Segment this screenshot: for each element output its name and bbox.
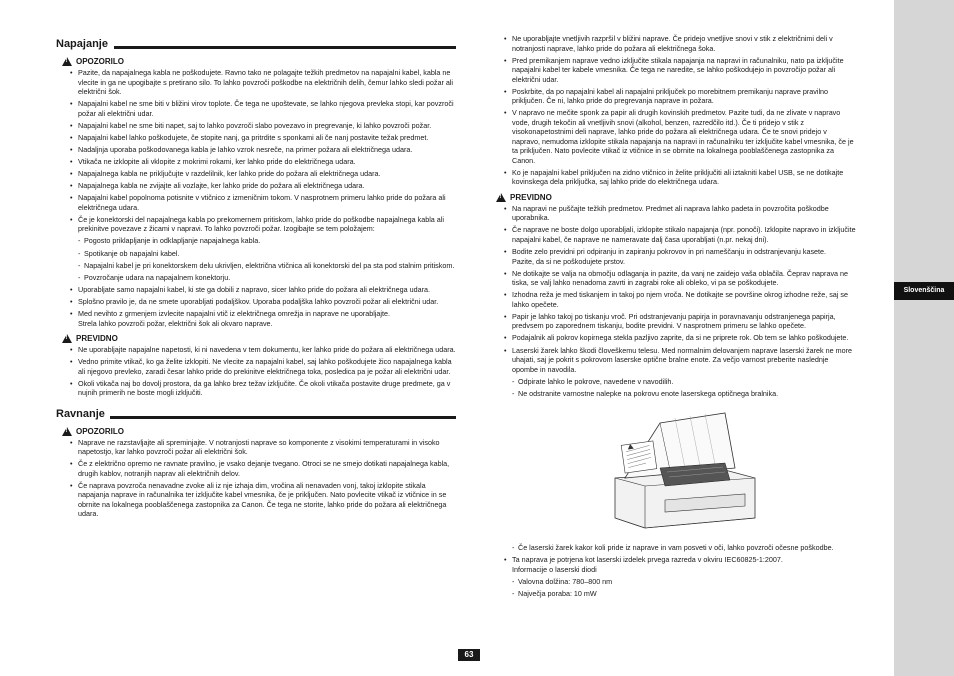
list-item: • Podajalnik ali pokrov kopirnega stekla pazljivo zaprite, da si ne priprete rok. Ob tem se lahko poškodujete. (490, 333, 856, 343)
list-item: • Napajalni kabel ne sme biti napet, saj to lahko povzroči slabo povezavo in pregrevanje, ki lahko povzroči požar. (56, 121, 456, 131)
list-item: • Poskrbite, da po napajalni kabel ali napajalni priključek po morebitnem premikanju naprave pravilno priključen. Če ni, lahko pride do pregrevanja naprave in požara. (490, 87, 856, 106)
list-item: • Uporabljate samo napajalni kabel, ki ste ga dobili z napravo, sicer lahko pride do požara ali električnega udara. (56, 285, 456, 295)
list-item (56, 309, 456, 328)
caution-heading: ! PREVIDNO (496, 193, 856, 202)
list-item: • Ne uporabljajte napajalne napetosti, ki ni navedena v tem dokumentu, ker lahko pride do požara ali električnega udara. (56, 345, 456, 355)
right-column (490, 34, 856, 601)
left-column (56, 30, 456, 521)
list-item: • Papir je lahko takoj po tiskanju vroč. Pri odstranjevanju papirja in poravnavanju odstranjenega papirja, predvsem po zaporednem tiskanju, bodite previdni. V nasprotnem primeru se lahko opečete. (490, 312, 856, 331)
list-item: • Laserski žarek lahko škodi človeškemu telesu. Med normalnim delovanjem naprave laserski žarek ne more uhajati, saj je pokrit s pokrovom laserske optične bralne enote. Za večjo varnost preberite naslednje opombe in navodila. (490, 346, 856, 375)
sub-list-item: - Spotikanje ob napajalni kabel. (56, 249, 456, 259)
sub-list-item: - Pogosto priklapljanje in odklapljanje napajalnega kabla. (56, 236, 456, 246)
warning-list (56, 438, 456, 519)
line: Informacije o laserski diodi (512, 564, 597, 574)
warning-heading: ! OPOZORILO (62, 427, 456, 436)
section-title-napajanje: Napajanje (56, 38, 456, 50)
list-item: • Če z električno opremo ne ravnate pravilno, je vsako dejanje tvegano. Otroci se ne smejo dotikati napajalnega kabla, drugih kablov, notranjih naprav ali električnih delov. (56, 459, 456, 478)
list-item: • Če naprave ne boste dolgo uporabljali, izklopite stikalo napajanja (npr. ponoči). Izklopite napravo in izključite napajalni kabel, če naprave ne nameravate dalj časa uporabljati (n.pr. nekaj dni). (490, 225, 856, 244)
warning-list (56, 68, 456, 328)
list-item: • Ne dotikajte se valja na območju odlaganja in pazite, da vanj ne zaidejo vaša oblačila. Čeprav naprava ne tiska, se valj lahko nenadoma zavrti in zagrabi roke ali obleko, vi pa se poškodujete. (490, 269, 856, 288)
section-rule (110, 416, 456, 419)
list-item: • Okoli vtikača naj bo dovolj prostora, da ga lahko brez težav izključite. Če okoli vtikača postavite druge predmete, ga v nujnih primerih ne boste mogli izključiti. (56, 379, 456, 398)
list-item: • Pred premikanjem naprave vedno izključite stikala napajanja na napravi in računalniku, nato pa izključite napajalni kabel ter kabele vmesnika. Če tega ne naredite, se lahko poškodujejo in povzročijo požar ali električni udar. (490, 56, 856, 85)
sub-list-item: - Največja poraba: 10 mW (490, 589, 856, 599)
language-tab: Slovenščina (894, 282, 954, 300)
list-item (490, 247, 856, 266)
warning-icon (62, 57, 72, 66)
list-item: • Napajalni kabel ne sme biti v bližini virov toplote. Če tega ne upoštevate, se lahko njegova prevleka stopi, kar povzroči požar ali električni udar. (56, 99, 456, 118)
printer-illustration (605, 408, 765, 533)
list-item: • Vtikača ne izklopite ali vklopite z mokrimi rokami, ker lahko pride do električnega udara. (56, 157, 456, 167)
line: • Med nevihto z grmenjem izvlecite napajalni vtič iz električnega omrežja in naprave ne uporabljajte. (78, 309, 391, 318)
list-item: • Pazite, da napajalnega kabla ne poškodujete. Ravno tako ne polagajte težkih predmetov na napajalni kabel, kabla ne vlecite in ga ne upogibajte s pretirano silo. To lahko povzroči poškodbe na električnih delih, čemur lahko sledi požar ali električni šok. (56, 68, 456, 97)
laser-notes (490, 543, 856, 598)
list-item: • Naprave ne razstavljajte ali spreminjajte. V notranjosti naprave so komponente z visokimi temperaturami in visoko napetostjo, kar lahko povzroči požar ali električni šok. (56, 438, 456, 457)
list-item: • Če je konektorski del napajalnega kabla po prekomernem pritiskom, lahko pride do poškodbe napajalnega kabla ali prekinitve povezave z žicami v napravi. To lahko povzroči požar. Izogibajte se tem položajem: (56, 215, 456, 234)
warning-list-continued (490, 34, 856, 187)
caution-icon (62, 334, 72, 343)
printer-drawing (605, 408, 765, 533)
line: Pazite, da si ne poškodujete prstov. (512, 256, 625, 266)
line: • Ta naprava je potrjena kot laserski izdelek prvega razreda v okviru IEC60825-1:2007. (512, 555, 783, 565)
sub-list-item: - Odpirate lahko le pokrove, navedene v navodilih. (490, 377, 856, 387)
list-item: • Napajalni kabel popolnoma potisnite v vtičnico z izmeničnim tokom. V nasprotnem primeru lahko pride do požara ali električnega udara. (56, 193, 456, 212)
list-item: • V napravo ne mečite sponk za papir ali drugih kovinskih predmetov. Pazite tudi, da ne zlivate v napravo vode, drugih tekočin ali vnetljivih snovi (alkohol, benzen, razredčilo itd.). Če ti pridejo v stik z visokonapetostnimi deli naprave, lahko pride do požara ali električnega udara. Če te snovi pridejo v napravo, nemudoma izklopite stikala napajanja na napravi in računalniku ter izključite kabel vmesnika, če je ta priključen. Nato povlecite vtikač iz vtičnice in se obrnite na lokalnega pooblaščenega zastopnika za Canon. (490, 108, 856, 165)
list-item: • Na napravi ne puščajte težkih predmetov. Predmet ali naprava lahko padeta in povzročita poškodbe uporabnika. (490, 204, 856, 223)
side-strip (894, 0, 954, 676)
line: Strela lahko povzroči požar, električni šok ali okvaro naprave. (78, 318, 273, 328)
list-item: • Vedno primite vtikač, ko ga želite izklopiti. Ne vlecite za napajalni kabel, saj lahko poškodujete žico napajalnega kabla ali njegovo prevleko, zaradi česar lahko pride do prekinitve električnega toka, posledica pa je požar ali električni udar. (56, 357, 456, 376)
list-item: • Ne uporabljajte vnetljivih razpršil v bližini naprave. Če pridejo vnetljive snovi v stik z električnimi deli v notranjosti naprave, lahko pride do požara ali električnega šoka. (490, 34, 856, 53)
sub-list-item: - Ne odstranite varnostne nalepke na pokrovu enote laserskega optičnega bralnika. (490, 389, 856, 399)
list-item: • Če naprava povzroča nenavadne zvoke ali iz nje izhaja dim, vročina ali nenavaden vonj, takoj izklopite stikala napajanja naprave in računalnika ter izključite kabel vmesnika, če je priključen. Nato povlecite vtikač iz vtičnice in se obrnite na lokalnega pooblaščenega zastopnika za Canon. Če tega ne storite, lahko pride do požara ali električnega udara. (56, 481, 456, 519)
warning-icon (62, 427, 72, 436)
list-item: • Napajalnega kabla ne priključujte v razdelilnik, ker lahko pride do požara ali električnega udara. (56, 169, 456, 179)
page-number: 63 (458, 649, 480, 661)
list-item (490, 555, 856, 574)
caution-list (56, 345, 456, 398)
sub-list-item: - Če laserski žarek kakor koli pride iz naprave in vam posveti v oči, lahko povzroči očesne poškodbe. (490, 543, 856, 553)
caution-list (490, 204, 856, 398)
section-rule (114, 46, 456, 49)
list-item: • Izhodna reža je med tiskanjem in takoj po njem vroča. Ne dotikajte se površine okrog izhodne reže, saj se lahko opečete. (490, 290, 856, 309)
list-item: • Nadaljnja uporaba poškodovanega kabla je lahko vzrok nesreče, na primer požara ali električnega udara. (56, 145, 456, 155)
sub-list-item: - Napajalni kabel je pri konektorskem delu ukrivljen, električna vtičnica ali konektorski del pa sta pod stalnim pritiskom. (56, 261, 456, 271)
list-item: • Ko je napajalni kabel priključen na zidno vtičnico in želite priključiti ali iztakniti kabel USB, se ne dotikajte kovinskega dela priključka, saj lahko pride do električnega udara. (490, 168, 856, 187)
caution-heading: ! PREVIDNO (62, 334, 456, 343)
warning-heading: ! OPOZORILO (62, 57, 456, 66)
line: • Bodite zelo previdni pri odpiranju in zapiranju pokrovov in pri nameščanju in odstranjevanju kasete. (512, 247, 827, 257)
sub-list-item: - Valovna dolžina: 780–800 nm (490, 577, 856, 587)
list-item: • Napajalnega kabla ne zvijajte ali vozlajte, ker lahko pride do požara ali električnega udara. (56, 181, 456, 191)
caution-icon (496, 193, 506, 202)
section-title-ravnanje: Ravnanje (56, 408, 456, 420)
list-item: • Napajalni kabel lahko poškodujete, če stopite nanj, ga pritrdite s sponkami ali če nanj postavite težak predmet. (56, 133, 456, 143)
list-item: • Splošno pravilo je, da ne smete uporabljati podaljškov. Uporaba podaljška lahko povzroči požar ali električni udar. (56, 297, 456, 307)
sub-list-item: - Povzročanje udara na napajalnem konektorju. (56, 273, 456, 283)
